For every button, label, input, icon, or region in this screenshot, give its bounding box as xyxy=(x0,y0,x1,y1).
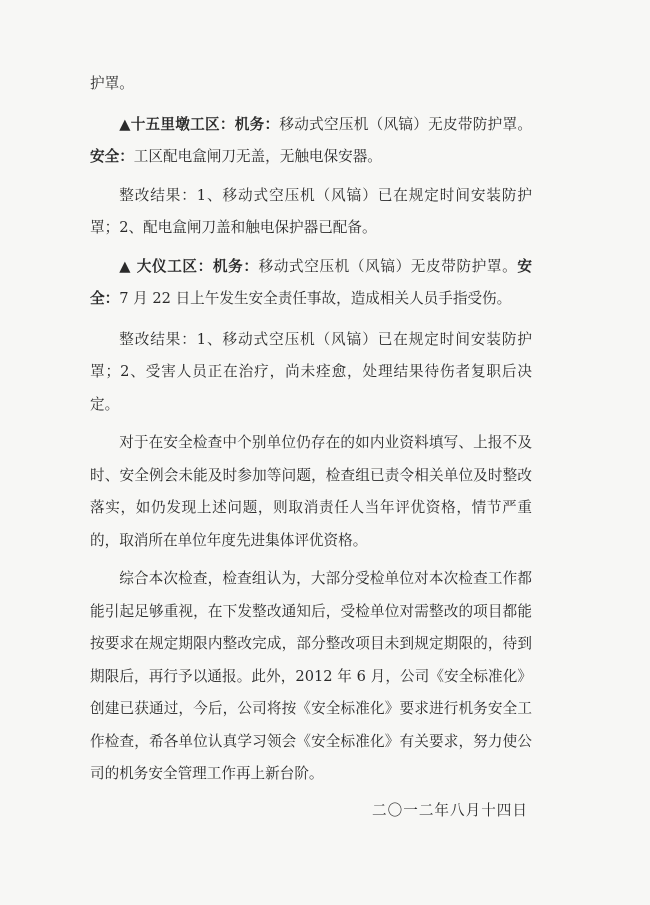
dept-label-safety: 安全： xyxy=(90,148,134,165)
unit-label: ▲ 大仪工区： xyxy=(119,257,213,275)
paragraph-dayi-section xyxy=(90,251,532,316)
issue-text-safety: 7 月 22 日上午发生安全责任事故，造成相关人员手指受伤。 xyxy=(119,290,512,307)
paragraph-shiwulidun-section xyxy=(90,109,532,174)
unit-label: ▲十五里墩工区： xyxy=(119,115,235,133)
issue-text-mechanical: 移动式空压机（风镐）无皮带防护罩。 xyxy=(279,115,532,133)
paragraph-remaining-issues: 对于在安全检查中个别单位仍存在的如内业资料填写、上报不及时、安全例会未能及时参加等问题，检查组已责令相关单位及时整改落实，如仍发现上述问题，则取消责任人当年评优资格，情节严重的，取消所在单位年度先进集体评优资格。 xyxy=(90,434,532,549)
document-date: 二〇一二年八月十四日 xyxy=(372,801,528,819)
paragraph-continuation: 护罩。 xyxy=(90,75,134,92)
paragraph-rectification-result-1: 整改结果：1、移动式空压机（风镐）已在规定时间安装防护罩；2、配电盒闸刀盖和触电保护器已配备。 xyxy=(90,186,532,236)
dept-label-safety: 安全： xyxy=(90,257,532,307)
dept-label-mechanical: 机务： xyxy=(234,115,280,133)
dept-label-mechanical: 机务： xyxy=(212,257,259,275)
paragraph-rectification-result-2: 整改结果：1、移动式空压机（风镐）已在规定时间安装防护罩；2、受害人员正在治疗，尚未痊愈，处理结果待伤者复职后决定。 xyxy=(90,330,532,413)
issue-text-safety: 工区配电盒闸刀无盖，无触电保安器。 xyxy=(133,148,382,165)
issue-text-mechanical: 移动式空压机（风镐）无皮带防护罩。 xyxy=(258,257,518,275)
paragraph-summary: 综合本次检查，检查组认为，大部分受检单位对本次检查工作都能引起足够重视，在下发整改通知后，受检单位对需整改的项目都能按要求在规定期限内整改完成，部分整改项目未到规定期限的，待到期限后，再行予以通报。此外，2012 年 6 月，公司《安全标准化》创建已获通过，今后，公司将按《安全标准化》要求进行机务安全工作检查，希各单位认真学习领会《安全标准化》有关要求，努力使公司的机务安全管理工作再上新台阶。 xyxy=(90,570,532,782)
